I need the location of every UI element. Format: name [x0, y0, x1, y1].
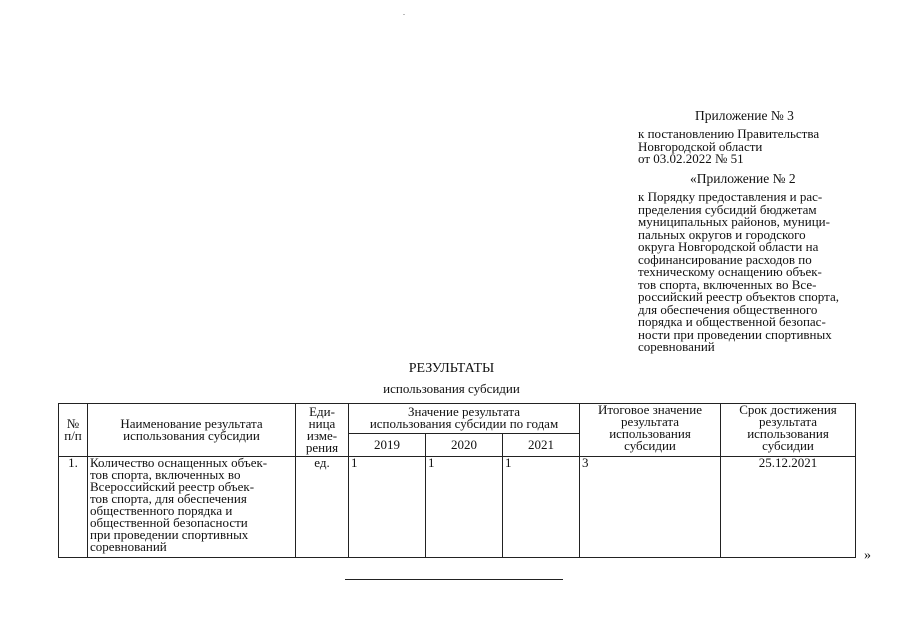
row-result-name	[88, 457, 296, 558]
header-line: Итоговое значение	[598, 402, 702, 417]
separator-line	[345, 579, 563, 580]
row-number: 1.	[59, 457, 88, 558]
header-line: результата	[758, 414, 818, 429]
row-total-value: 3	[580, 457, 721, 558]
document-title: РЕЗУЛЬТАТЫ	[408, 361, 495, 376]
order-line: техническому оснащению объек-	[638, 264, 822, 279]
header-line: Еди-	[309, 404, 335, 419]
table-row	[59, 457, 856, 558]
header-line: Наименование результата	[120, 416, 263, 431]
order-line: к Порядку предоставления и рас-	[638, 189, 823, 204]
order-line: муниципальных районов, муници-	[638, 214, 830, 229]
col-header-total	[580, 404, 721, 457]
year-header-2021: 2021	[503, 433, 580, 456]
header-line: использования субсидии	[123, 428, 260, 443]
results-table	[58, 403, 856, 558]
result-name-line: Всероссийский реестр объек-	[90, 479, 255, 494]
header-line: п/п	[64, 428, 82, 443]
header-line: ница	[308, 416, 336, 431]
decree-reference	[638, 128, 888, 166]
decree-line: Новгородской области	[638, 138, 763, 154]
row-value-2020: 1	[426, 457, 503, 558]
header-line: использования	[609, 426, 691, 441]
order-line: тов спорта, включенных во Все-	[638, 276, 817, 292]
result-name-line: тов спорта, включенных во	[90, 467, 241, 482]
col-header-number	[59, 404, 88, 457]
result-name-line: общественного порядка и	[90, 503, 233, 518]
header-line: субсидии	[624, 438, 676, 453]
order-line: порядка и общественной безопас-	[638, 314, 826, 329]
order-reference	[638, 191, 878, 354]
col-header-unit	[296, 404, 349, 457]
row-value-2021: 1	[503, 457, 580, 558]
order-line: пальных округов и городского	[638, 226, 806, 242]
header-line: №	[66, 416, 80, 431]
result-name-line: тов спорта, для обеспечения	[90, 491, 247, 506]
header-line: Срок достижения	[739, 402, 837, 417]
result-name-line: Количество оснащенных объек-	[90, 455, 268, 470]
document-subtitle: использования субсидии	[383, 381, 520, 396]
decree-line: от 03.02.2022 № 51	[638, 151, 744, 166]
result-name-line: соревнований	[90, 539, 167, 554]
table-header-row	[59, 404, 856, 434]
header-line: субсидии	[762, 438, 814, 453]
col-header-term	[721, 404, 856, 457]
header-line: использования	[747, 426, 829, 441]
appendix-2-title: «Приложение № 2	[690, 171, 796, 186]
header-line: изме-	[306, 428, 338, 443]
order-line: округа Новгородской области на	[638, 239, 819, 254]
row-unit: ед.	[296, 457, 349, 558]
row-value-2019: 1	[349, 457, 426, 558]
year-header-2019: 2019	[349, 433, 426, 456]
order-line: российский реестр объектов спорта,	[638, 289, 839, 304]
header-line: Значение результата	[408, 404, 520, 420]
closing-quote: »	[864, 548, 871, 563]
decree-line: к постановлению Правительства	[638, 126, 820, 141]
col-header-values	[349, 404, 580, 434]
scan-speck	[403, 14, 405, 15]
order-line: для обеспечения общественного	[638, 301, 818, 317]
header-line: рения	[305, 440, 339, 455]
appendix-3-title: Приложение № 3	[695, 108, 794, 123]
order-line: пределения субсидий бюджетам	[638, 201, 817, 217]
order-line: ности при проведении спортивных	[638, 326, 832, 342]
col-header-name	[88, 404, 296, 457]
year-header-2020: 2020	[426, 433, 503, 456]
order-line: софинансирование расходов по	[638, 251, 812, 267]
row-deadline: 25.12.2021	[721, 457, 856, 558]
result-name-line: при проведении спортивных	[90, 527, 249, 542]
header-line: результата	[620, 414, 680, 429]
order-line: соревнований	[638, 339, 715, 354]
header-line: использования субсидии по годам	[369, 416, 559, 432]
result-name-line: общественной безопасности	[90, 515, 248, 530]
